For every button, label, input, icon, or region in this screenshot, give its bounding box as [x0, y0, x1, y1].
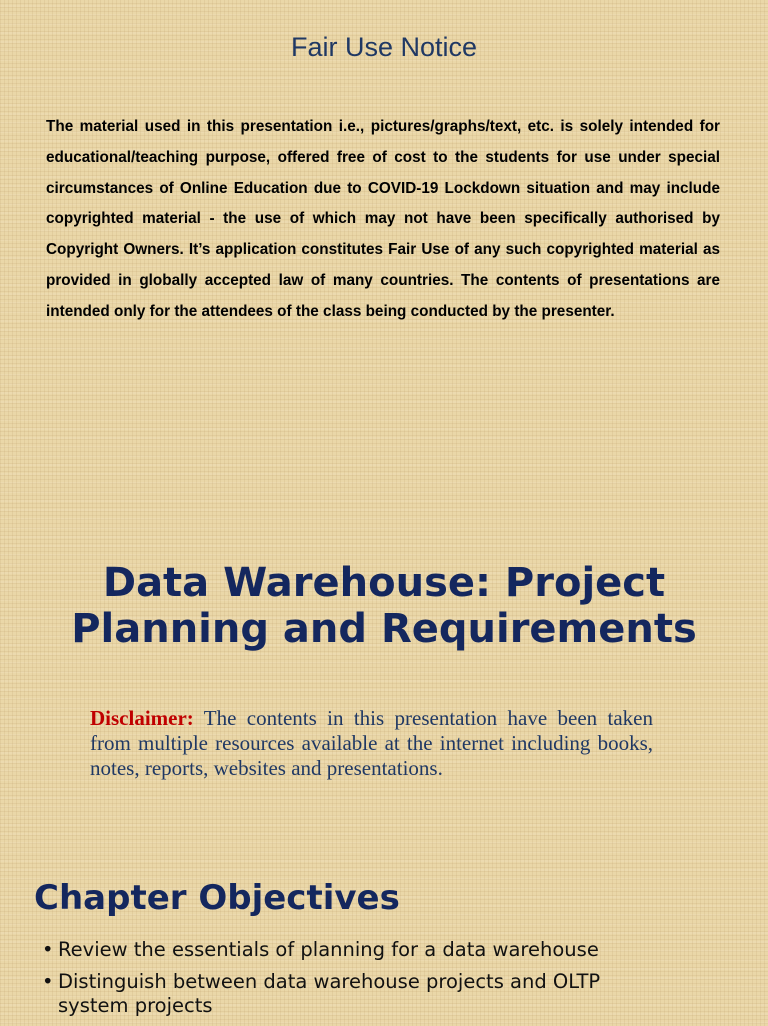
- objective-text: Review the essentials of planning for a data warehouse: [58, 938, 599, 961]
- chapter-title: Chapter Objectives: [34, 878, 400, 918]
- main-title-line-1: Data Warehouse: Project: [102, 560, 666, 606]
- disclaimer-label: Disclaimer:: [90, 706, 194, 730]
- bullet-icon: •: [42, 938, 54, 961]
- disclaimer-text: The contents in this presentation have been taken from multiple resources available at the internet including books, notes, reports, websites and presentations.: [90, 706, 653, 780]
- objectives-list: [42, 938, 662, 1026]
- list-item: [42, 970, 662, 1018]
- main-title: [0, 560, 768, 652]
- objective-text: Distinguish between data warehouse projects and OLTP system projects: [58, 970, 601, 1017]
- notice-title: Fair Use Notice: [290, 32, 478, 62]
- chapter-objectives-slide: [0, 850, 768, 1024]
- title-slide: [0, 520, 768, 850]
- bullet-icon: •: [42, 970, 54, 993]
- notice-body: The material used in this presentation i.e., pictures/graphs/text, etc. is solely intended for educational/teaching purpose, offered free of cost to the students for use under special circumstances of Online Education due to COVID-19 Lockdown situation and may include copyrighted material - the use of which may not have been specifically authorised by Copyright Owners. It’s application constitutes Fair Use of any such copyrighted material as provided in globally accepted law of many countries. The contents of presentations are intended only for the attendees of the class being conducted by the presenter.: [46, 118, 720, 320]
- disclaimer: [90, 706, 653, 781]
- main-title-line-2: Planning and Requirements: [71, 606, 697, 652]
- list-item: [42, 938, 662, 962]
